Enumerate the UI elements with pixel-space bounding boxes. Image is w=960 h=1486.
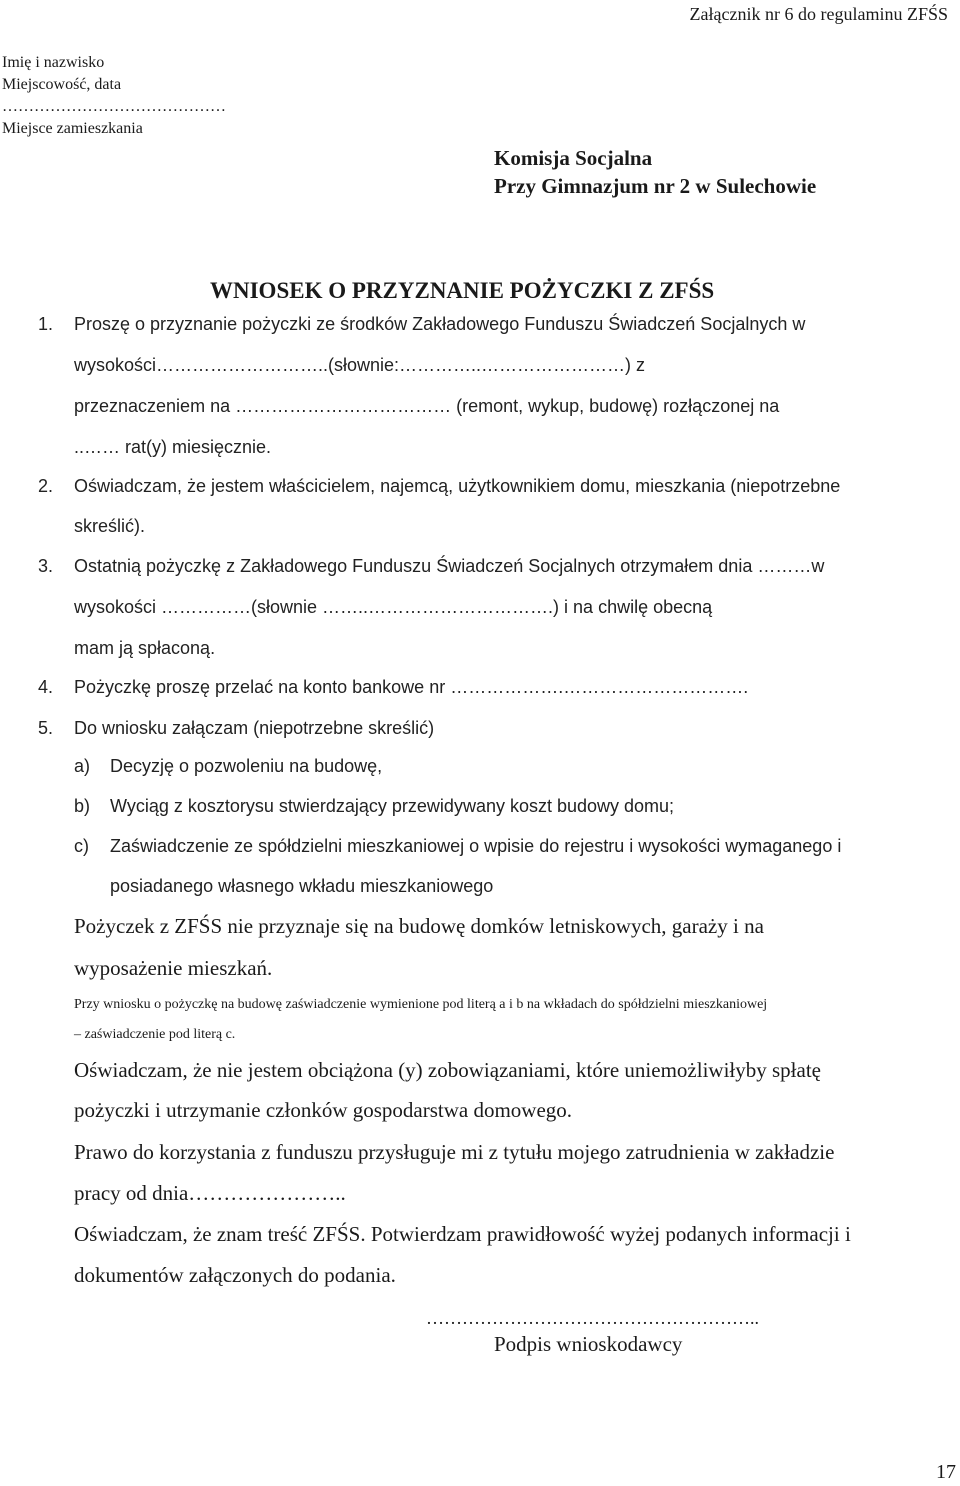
paragraph-2-line-1: Oświadczam, że nie jestem obciążona (y) zobowiązaniami, które uniemożliwiłyby spłatę — [74, 1058, 821, 1082]
item-5-number: 5. — [38, 718, 54, 738]
paragraph-3-line-1: Prawo do korzystania z funduszu przysługuje mi z tytułu mojego zatrudnienia w zakładzie — [74, 1140, 835, 1164]
item-2-line-2: skreślić). — [74, 516, 145, 536]
item-3-line-1: Ostatnią pożyczkę z Zakładowego Funduszu Świadczeń Socjalnych otrzymałem dnia ………w — [74, 556, 825, 576]
residence-label: Miejsce zamieszkania — [2, 120, 143, 137]
paragraph-1-line-2: wyposażenie mieszkań. — [74, 956, 273, 980]
item-1-line-3: przeznaczeniem na ……………………………… (remont, wykup, budowę) rozłączonej na — [74, 396, 780, 416]
item-1-line-4: ..…… rat(y) miesięcznie. — [74, 437, 272, 457]
attachment-c-label: c) — [74, 836, 89, 856]
note-line-2: – zaświadczenie pod literą c. — [74, 1027, 236, 1042]
signature-label: Podpis wnioskodawcy — [494, 1332, 683, 1356]
paragraph-4-line-1: Oświadczam, że znam treść ZFŚS. Potwierdzam prawidłowość wyżej podanych informacji i — [74, 1222, 851, 1246]
recipient-block — [494, 144, 816, 200]
paragraph-2-line-2: pożyczki i utrzymanie członków gospodarstwa domowego. — [74, 1098, 573, 1122]
attachment-a-text: Decyzję o pozwoleniu na budowę, — [110, 756, 383, 776]
item-3-line-2: wysokości ……………(słownie ……..………………………….) i na chwilę obecną — [74, 597, 713, 617]
page-number: 17 — [936, 1461, 956, 1483]
sender-dots: …………………………………… — [2, 98, 226, 115]
paragraph-4-line-2: dokumentów załączonych do podania. — [74, 1263, 396, 1287]
item-4-line-1: Pożyczkę proszę przelać na konto bankowe nr ……………….…………………………. — [74, 677, 749, 697]
item-1-line-2: wysokości………………………..(słownie:…………..……………………) z — [74, 355, 646, 375]
item-2-line-1: Oświadczam, że jestem właścicielem, najemcą, użytkownikiem domu, mieszkania (niepotrzebne — [74, 476, 841, 496]
note-line-1: Przy wniosku o pożyczkę na budowę zaświadczenie wymienione pod literą a i b na wkładach do spółdzielni mieszkaniowej — [74, 997, 768, 1012]
place-date-label: Miejscowość, data — [2, 76, 122, 93]
document-title: WNIOSEK O PRZYZNANIE POŻYCZKI Z ZFŚS — [210, 278, 715, 303]
item-5-line-1: Do wniosku załączam (niepotrzebne skreślić) — [74, 718, 435, 738]
item-3-line-3: mam ją spłaconą. — [74, 638, 216, 658]
item-2-number: 2. — [38, 476, 54, 496]
item-1-line-1: Proszę o przyznanie pożyczki ze środków Zakładowego Funduszu Świadczeń Socjalnych w — [74, 314, 806, 334]
attachment-a-label: a) — [74, 756, 91, 776]
sender-block — [2, 52, 226, 140]
item-3-number: 3. — [38, 556, 54, 576]
item-4-number: 4. — [38, 677, 54, 697]
name-label: Imię i nazwisko — [2, 54, 105, 71]
attachment-note: Załącznik nr 6 do regulaminu ZFŚS — [689, 4, 948, 24]
paragraph-1-line-1: Pożyczek z ZFŚS nie przyznaje się na budowę domków letniskowych, garaży i na — [74, 914, 764, 938]
attachment-c-line-1: Zaświadczenie ze spółdzielni mieszkaniowej o wpisie do rejestru i wysokości wymaganego i — [110, 836, 842, 856]
paragraph-3-line-2: pracy od dnia………………….. — [74, 1181, 346, 1205]
attachment-b-text: Wyciąg z kosztorysu stwierdzający przewidywany koszt budowy domu; — [110, 796, 675, 816]
attachment-b-label: b) — [74, 796, 91, 816]
recipient-line-1: Komisja Socjalna — [494, 146, 653, 170]
item-1-number: 1. — [38, 314, 54, 334]
attachment-c-line-2: posiadanego własnego wkładu mieszkaniowego — [110, 876, 494, 896]
recipient-line-2: Przy Gimnazjum nr 2 w Sulechowie — [494, 174, 817, 198]
signature-dots: ……………………………………………….. — [426, 1308, 759, 1328]
